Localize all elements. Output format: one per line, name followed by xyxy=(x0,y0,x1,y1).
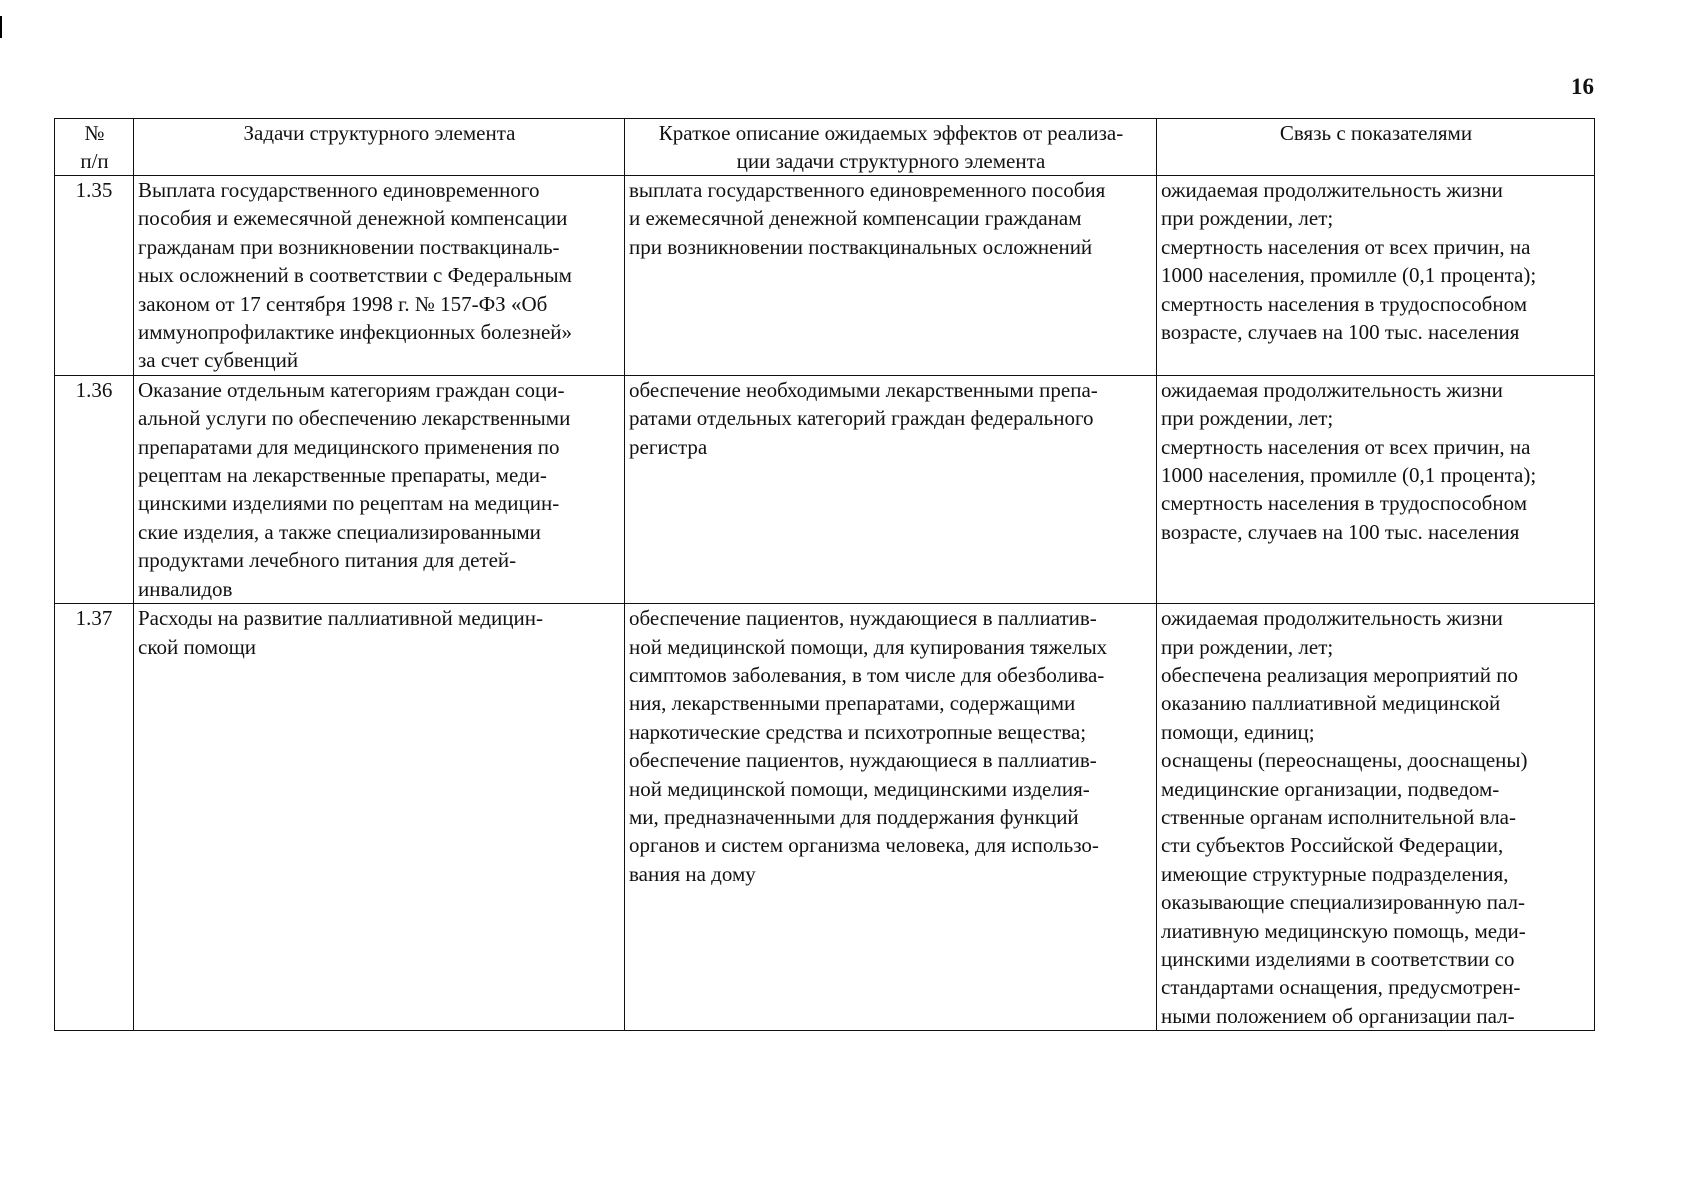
scan-edge-mark xyxy=(0,16,2,38)
table-row xyxy=(55,375,1595,603)
row-effect: обеспечение необходимыми лекарственными препа- ратами отдельных категорий граждан федерального регистра xyxy=(625,375,1157,603)
row-number: 1.37 xyxy=(55,604,134,1031)
row-indicators: ожидаемая продолжительность жизни при рождении, лет; смертность населения от всех причин, на 1000 населения, промилле (0,1 процента); смертность населения в трудоспособном возрасте, случаев на 100 тыс. населения xyxy=(1157,375,1595,603)
tasks-table xyxy=(54,118,1595,1031)
table-row xyxy=(55,604,1595,1031)
table-row xyxy=(55,176,1595,376)
page-number: 16 xyxy=(1571,74,1594,99)
row-indicators: ожидаемая продолжительность жизни при рождении, лет; смертность населения от всех причин, на 1000 населения, промилле (0,1 процента); смертность населения в трудоспособном возрасте, случаев на 100 тыс. населения xyxy=(1157,176,1595,376)
row-task: Расходы на развитие паллиативной медицин- ской помощи xyxy=(134,604,625,1031)
table-header-row xyxy=(55,119,1595,176)
row-task: Оказание отдельным категориям граждан соци- альной услуги по обеспечению лекарственными препаратами для медицинского применения по рецептам на лекарственные препараты, меди- цинскими изделиями по рецептам на медицин- ские изделия, а также специализированными продуктами лечебного питания для детей- инвалидов xyxy=(134,375,625,603)
header-effect: Краткое описание ожидаемых эффектов от реализа- ции задачи структурного элемента xyxy=(625,119,1157,176)
row-number: 1.36 xyxy=(55,375,134,603)
row-effect: обеспечение пациентов, нуждающиеся в паллиатив- ной медицинской помощи, для купирования тяжелых симптомов заболевания, в том числе для обезболива- ния, лекарственными препаратами, содержащими наркотические средства и психотропные вещества; обеспечение пациентов, нуждающиеся в паллиатив- ной медицинской помощи, медицинскими изделия- ми, предназначенными для поддержания функций органов и систем организма человека, для использо- вания на дому xyxy=(625,604,1157,1031)
header-indicators: Связь с показателями xyxy=(1157,119,1595,176)
row-indicators: ожидаемая продолжительность жизни при рождении, лет; обеспечена реализация мероприятий по оказанию паллиативной медицинской помощи, единиц; оснащены (переоснащены, дооснащены) медицинские организации, подведом- ственные органам исполнительной вла- сти субъектов Российской Федерации, имеющие структурные подразделения, оказывающие специализированную пал- лиативную медицинскую помощь, меди- цинскими изделиями в соответствии со стандартами оснащения, предусмотрен- ными положением об организации пал- xyxy=(1157,604,1595,1031)
row-task: Выплата государственного единовременного пособия и ежемесячной денежной компенсации гражданам при возникновении поствакциналь- ных осложнений в соответствии с Федеральным законом от 17 сентября 1998 г. № 157-ФЗ «Об иммунопрофилактике инфекционных болезней» за счет субвенций xyxy=(134,176,625,376)
row-effect: выплата государственного единовременного пособия и ежемесячной денежной компенсации гражданам при возникновении поствакцинальных осложнений xyxy=(625,176,1157,376)
header-number: № п/п xyxy=(55,119,134,176)
header-task: Задачи структурного элемента xyxy=(134,119,625,176)
row-number: 1.35 xyxy=(55,176,134,376)
